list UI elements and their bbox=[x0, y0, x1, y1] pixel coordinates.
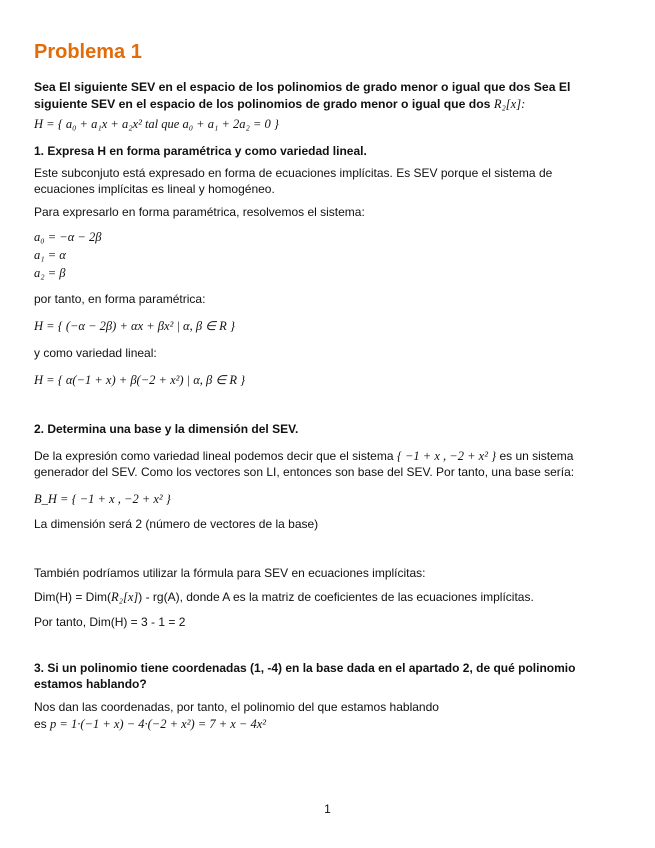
section1-paragraph: Este subconjuto está expresado en forma de ecuaciones implícitas. Es SEV porque el sistema de ecuaciones implícitas es lineal y homogéneo. bbox=[34, 166, 553, 196]
problem-statement-text: Sea El siguiente SEV en el espacio de los polinomios de grado menor o igual que dos Sea El siguiente SEV en el espacio de los polinomios de grado menor o igual que dos bbox=[34, 80, 571, 111]
basis-formula: B_H = { −1 + x , −2 + x² } bbox=[34, 492, 171, 506]
section2-heading: 2. Determina una base y la dimensión del SEV. bbox=[34, 422, 299, 436]
problem-statement bbox=[34, 79, 574, 112]
section3-heading: 3. Si un polinomio tiene coordenadas (1, -4) en la base dada en el apartado 2, de qué polinomio estamos hablando? bbox=[34, 661, 576, 691]
h-definition: H = { a₀ + a₁x + a₂x² tal que a₀ + a₁ + 2a₂ = 0 } bbox=[34, 117, 279, 131]
section2-text-start: De la expresión como variedad lineal podemos decir que el sistema bbox=[34, 449, 394, 463]
formula-intro: También podríamos utilizar la fórmula para SEV en ecuaciones implícitas: bbox=[34, 566, 426, 580]
dim-text-start: Dim(H) = Dim( bbox=[34, 590, 111, 604]
dimension-text: La dimensión será 2 (número de vectores de la base) bbox=[34, 517, 319, 531]
polynomial-space: R₂[x]: bbox=[493, 96, 526, 111]
equation-a0: a₀ = −α − 2β bbox=[34, 230, 102, 244]
answer-formula: p = 1·(−1 + x) − 4·(−2 + x²) = 7 + x − 4x² bbox=[50, 717, 267, 731]
section2-paragraph bbox=[34, 449, 579, 480]
dim-space: R₂[x] bbox=[111, 590, 139, 604]
parametric-formula: H = { (−α − 2β) + αx + βx² | α, β ∈ R } bbox=[34, 319, 235, 333]
variety-label: y como variedad lineal: bbox=[34, 346, 157, 360]
equation-a1: a₁ = α bbox=[34, 248, 66, 262]
parametric-label: por tanto, en forma paramétrica: bbox=[34, 292, 206, 306]
page-title: Problema 1 bbox=[34, 41, 142, 63]
section1-solve-text: Para expresarlo en forma paramétrica, resolvemos el sistema: bbox=[34, 205, 365, 219]
dimension-result: Por tanto, Dim(H) = 3 - 1 = 2 bbox=[34, 615, 186, 629]
section2-text-rest: generador del SEV. Como los vectores son LI, entonces son base del SEV. Por tanto, una base sería: bbox=[34, 464, 575, 479]
answer-prefix: es bbox=[34, 717, 47, 731]
dimension-formula bbox=[34, 590, 534, 606]
section2-text-mid: es un sistema bbox=[499, 449, 574, 463]
dim-text-end: ) - rg(A), donde A es la matriz de coeficientes de las ecuaciones implícitas. bbox=[138, 590, 534, 604]
variety-formula: H = { α(−1 + x) + β(−2 + x²) | α, β ∈ R } bbox=[34, 373, 246, 387]
section3-paragraph: Nos dan las coordenadas, por tanto, el polinomio del que estamos hablando bbox=[34, 700, 439, 714]
generator-system: { −1 + x , −2 + x² } bbox=[396, 449, 497, 463]
page-number: 1 bbox=[324, 802, 331, 816]
section3-answer bbox=[34, 717, 266, 733]
section1-heading: 1. Expresa H en forma paramétrica y como variedad lineal. bbox=[34, 144, 367, 158]
equation-a2: a₂ = β bbox=[34, 266, 66, 280]
